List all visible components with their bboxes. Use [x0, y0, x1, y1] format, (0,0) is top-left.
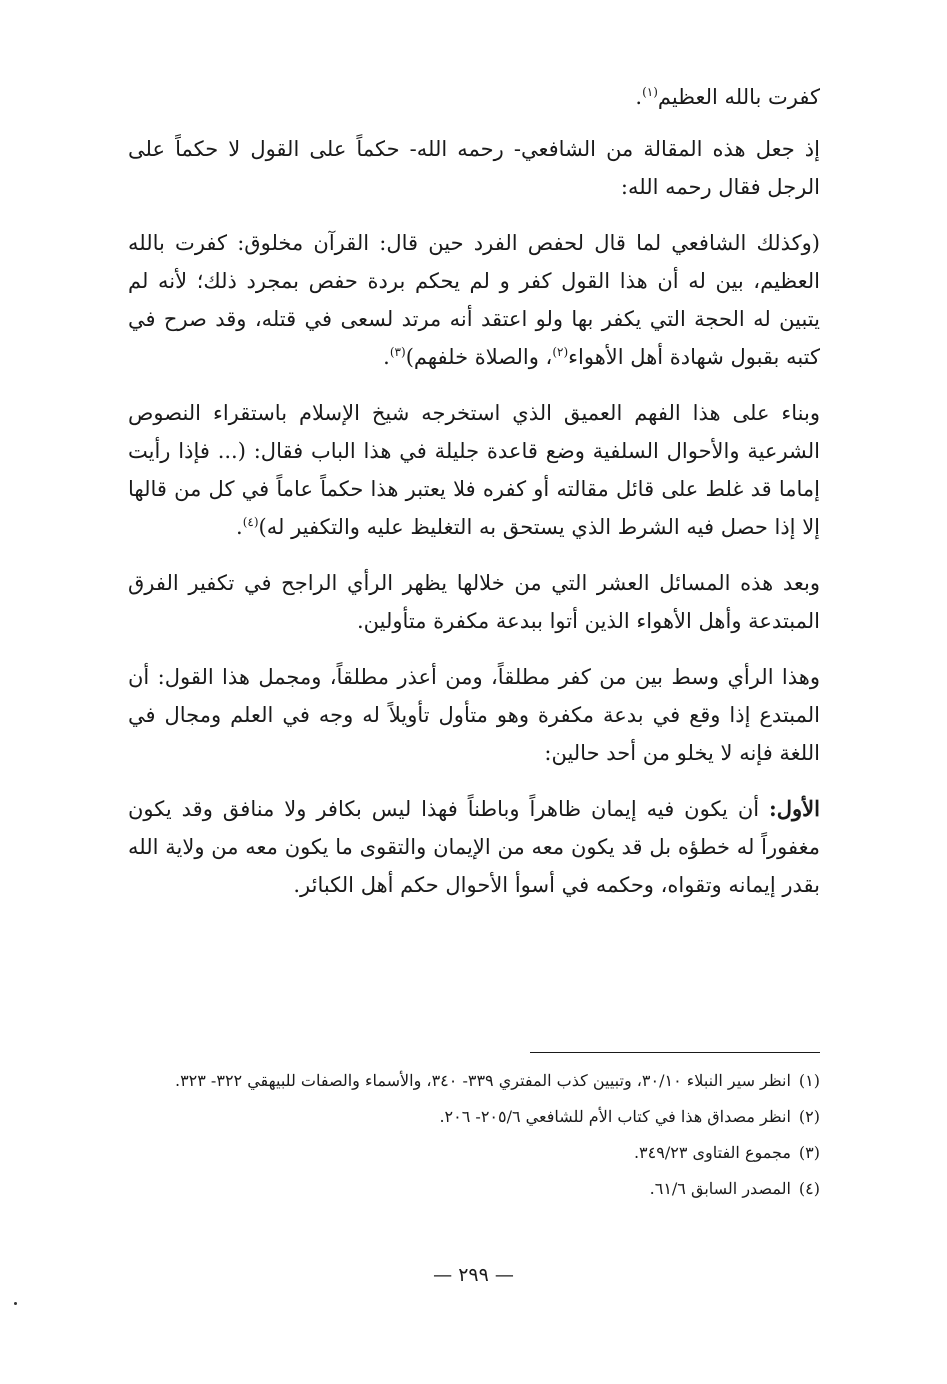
footnote-4-number: (٤): [798, 1179, 820, 1198]
paragraph-3: [128, 224, 820, 376]
paragraph-6: وهذا الرأي وسط بين من كفر مطلقاً، ومن أعذر مطلقاً، ومجمل هذا القول: أن المبتدع إذا وقع في بدعة مكفرة وهو متأول تأويلاً له وجه في العلم ومجال في اللغة فإنه لا يخلو من أحد حالين:: [128, 665, 820, 765]
paragraph-1-end: .: [635, 85, 643, 109]
footnote-1: [128, 1066, 820, 1095]
paragraph-4: [128, 394, 820, 546]
footnote-3: [128, 1138, 820, 1167]
footnote-ref-3[interactable]: (٣): [389, 345, 406, 359]
footnote-1-number: (١): [798, 1071, 820, 1090]
footnote-1-text: انظر سير النبلاء ٣٠/١٠، وتبيين كذب المفتري ٣٣٩- ٣٤٠، والأسماء والصفات للبيهقي ٣٢٢- ٣٢٣.: [174, 1071, 791, 1090]
paragraph-7-text: أن يكون فيه إيمان ظاهراً وباطناً فهذا ليس بكافر ولا منافق وقد يكون مغفوراً له خطؤه بل قد يكون معه من الإيمان والتقوى ما يكون معه من ولاية الله بقدر إيمانه وتقواه، وحكمه في أسوأ الأحوال حكم أهل الكبائر.: [128, 797, 820, 897]
footnote-3-text: مجموع الفتاوى ٣٤٩/٢٣.: [633, 1143, 791, 1162]
footnote-3-number: (٣): [798, 1143, 820, 1162]
footnote-4: [128, 1174, 820, 1203]
paragraph-7: [128, 790, 820, 904]
paragraph-4-text: وبناء على هذا الفهم العميق الذي استخرجه شيخ الإسلام باستقراء النصوص الشرعية والأحوال السلفية وضع قاعدة جليلة في هذا الباب فقال: (... فإذا رأيت إماما قد غلط على قائل مقالته أو كفره فلا يعتبر هذا حكماً عاماً في كل من قالها إلا إذا حصل فيه الشرط الذي يستحق به التغليظ عليه والتكفير له): [128, 401, 820, 539]
footnote-ref-2[interactable]: (٢): [552, 345, 569, 359]
scan-speck: [14, 1302, 17, 1305]
paragraph-4-end: .: [236, 515, 243, 539]
paragraph-5: وبعد هذه المسائل العشر التي من خلالها يظهر الرأي الراجح في تكفير الفرق المبتدعة وأهل الأهواء الذين أتوا ببدعة مكفرة متأولين.: [128, 571, 820, 633]
footnote-2-text: انظر مصداق هذا في كتاب الأم للشافعي ٢٠٥/٦- ٢٠٦.: [439, 1107, 791, 1126]
paragraph-3-end: .: [383, 345, 390, 369]
footnotes: [128, 1066, 820, 1210]
paragraph-1-text: كفرت بالله العظيم: [657, 85, 820, 109]
footnote-ref-1[interactable]: (١): [642, 85, 658, 99]
main-text: [128, 78, 820, 922]
paragraph-3-text: (وكذلك الشافعي لما قال لحفص الفرد حين قال: القرآن مخلوق: كفرت بالله العظيم، بين له أن هذا القول كفر و لم يحكم بردة حفص بمجرد ذلك؛ لأنه لم يتبين له الحجة التي يكفر بها ولو اعتقد أنه مرتد لسعى في قتله، وقد صرح في كتبه بقبول شهادة أهل الأهواء: [128, 231, 820, 369]
paragraph-1: [128, 78, 820, 116]
footnote-2-number: (٢): [798, 1107, 820, 1126]
paragraph-3-text-2: ، والصلاة خلفهم): [405, 345, 553, 369]
footnote-4-text: المصدر السابق ٦١/٦.: [649, 1179, 791, 1198]
footnote-2: [128, 1102, 820, 1131]
footnote-ref-4[interactable]: (٤): [242, 515, 259, 529]
page-number: — ٢٩٩ —: [433, 1264, 514, 1286]
paragraph-7-label: الأول:: [769, 796, 820, 821]
footnote-separator: [530, 1052, 820, 1053]
paragraph-2: إذ جعل هذه المقالة من الشافعي- رحمه الله- حكماً على القول لا حكماً على الرجل فقال رحمه الله:: [128, 137, 820, 199]
